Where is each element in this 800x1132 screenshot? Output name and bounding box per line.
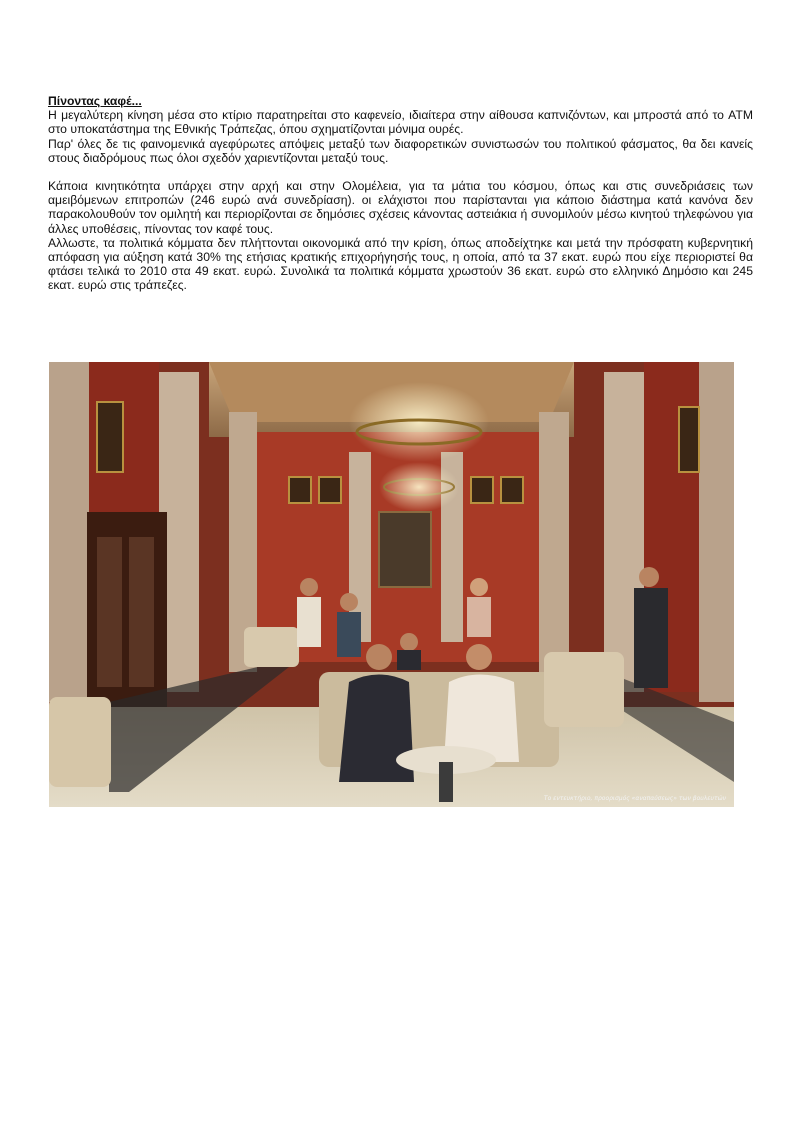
photo-illustration [49,362,734,807]
parliament-lounge-photo [49,362,734,807]
article-text [48,94,753,293]
article-heading: Πίνοντας καφέ... [48,94,142,108]
article-paragraph-4: Αλλωστε, τα πολιτικά κόμματα δεν πλήττονται οικονομικά από την κρίση, όπως αποδείχτηκε και μετά την πρόσφατη κυβερνητική απόφαση για αύξηση κατά 30% της ετήσιας κρατικής επιχορήγησής τους, η οποία, από τα 37 εκατ. ευρώ που είχε περιοριστεί θα φτάσει τελικά το 2010 στα 49 εκατ. ευρώ. Συνολικά τα πολιτικά κόμματα χρωστούν 36 εκατ. ευρώ στο ελληνικό Δημόσιο και 245 εκατ. ευρώ στις τράπεζες. [48,235,753,293]
paragraph-spacer [48,165,753,179]
article-paragraph-1: Η μεγαλύτερη κίνηση μέσα στο κτίριο παρατηρείται στο καφενείο, ιδιαίτερα στην αίθουσα καπνιζόντων, και μπροστά από το ATM στο υποκατάστημα της Εθνικής Τράπεζας, όπου σχηματίζονται μόνιμα ουρές. [48,108,753,137]
photo-caption: Το εντευκτήριο, προορισμός «αναπαύσεως» των βουλευτών [543,795,726,802]
article-paragraph-2: Παρ' όλες δε τις φαινομενικά αγεφύρωτες απόψεις μεταξύ των διαφορετικών συνιστωσών του πολιτικού φάσματος, θα δει κανείς στους διαδρόμους πως όλοι σχεδόν χαριεντίζονται μεταξύ τους. [48,136,753,165]
article-paragraph-3: Κάποια κινητικότητα υπάρχει στην αρχή και στην Ολομέλεια, για τα μάτια του κόσμου, όπως και στις συνεδριάσεις των αμειβόμενων επιτροπών (246 ευρώ ανά συνεδρίαση). οι ελάχιστοι που παρίστανται για κάποιο διάστημα κατά κανόνα δεν παρακολουθούν τον ομιλητή και περιορίζονται σε δημόσιες σχέσεις κάνοντας αστειάκια ή συνομιλούν μέσω κινητού τηλεφώνου για άλλες υποθέσεις, πίνοντας τον καφέ τους. [48,179,753,236]
